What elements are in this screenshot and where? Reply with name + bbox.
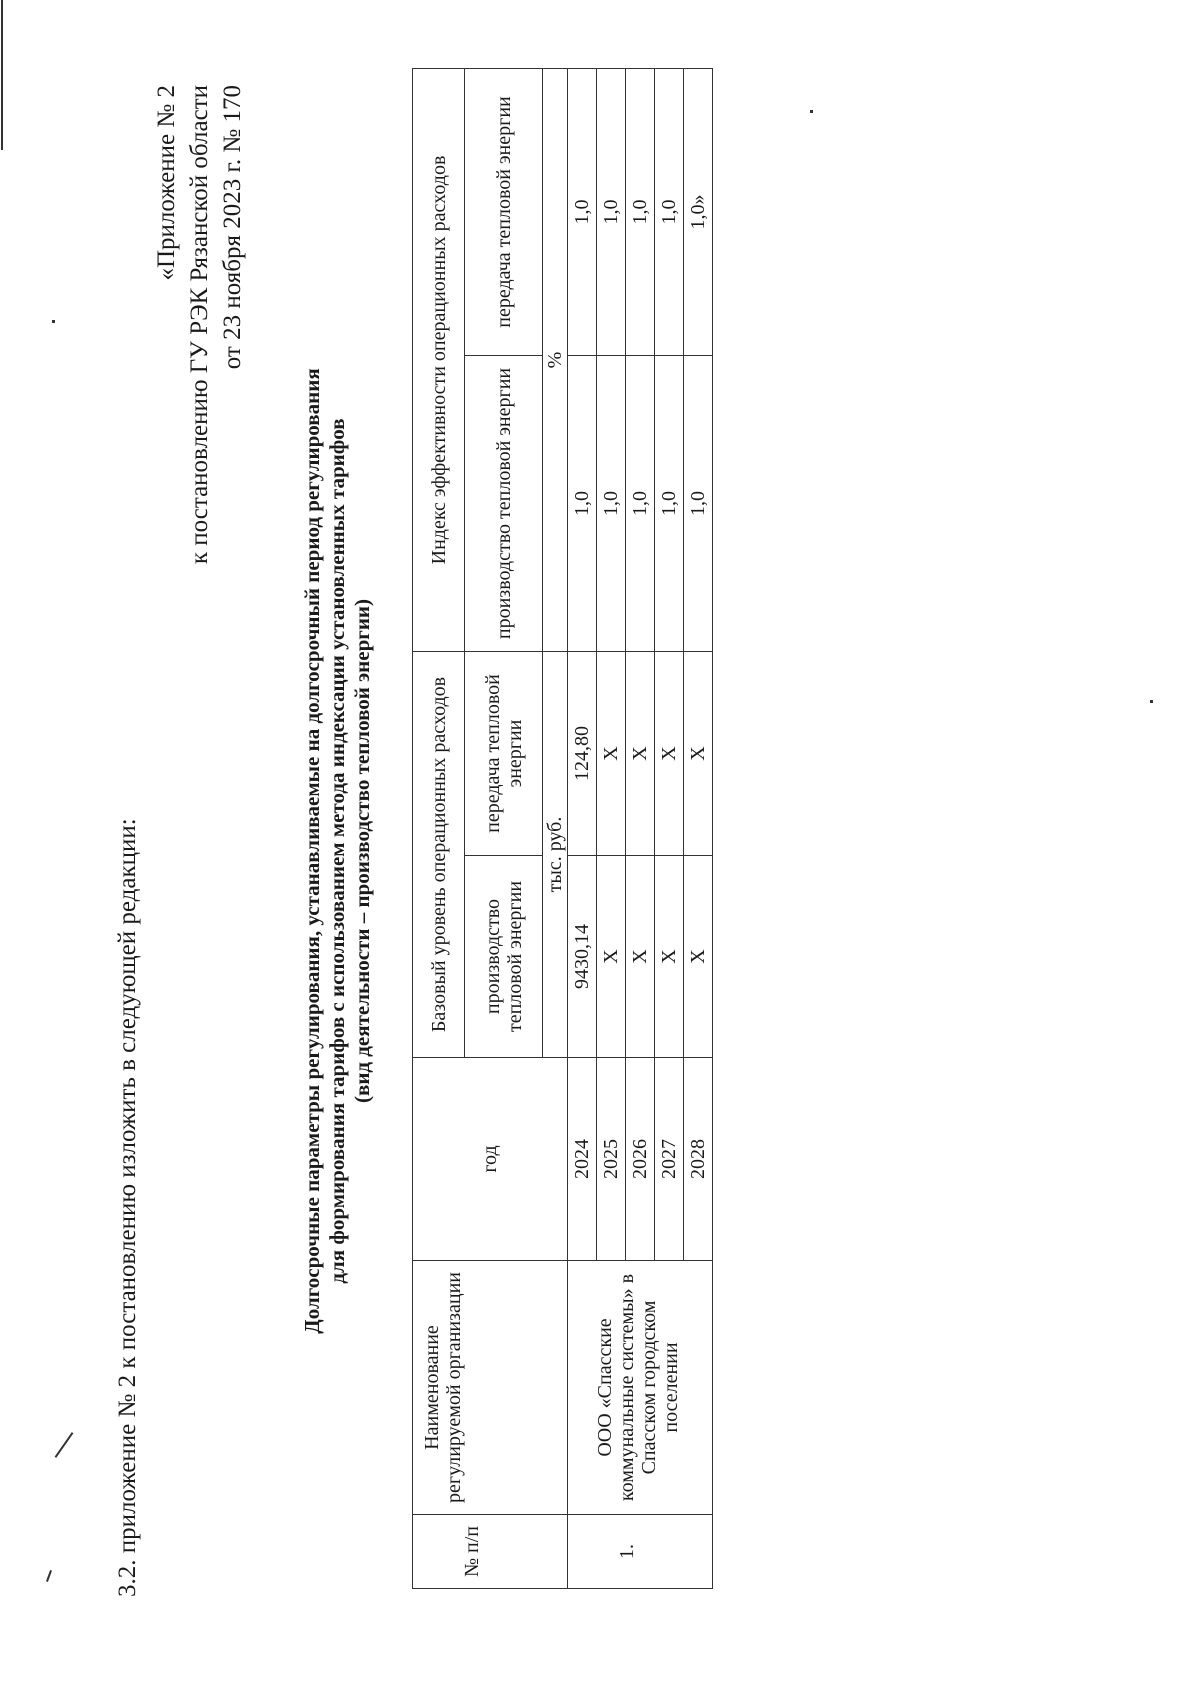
cell-index-transmission: 1,0»: [684, 68, 713, 355]
cell-base-production: X: [626, 856, 655, 1058]
cell-base-production: X: [597, 856, 626, 1058]
cell-index-production: 1,0: [597, 355, 626, 651]
cell-base-production: 9430,14: [568, 856, 597, 1058]
cell-index-transmission: 1,0: [655, 68, 684, 355]
scan-speck: [810, 110, 813, 113]
appendix-line-3: от 23 ноября 2023 г. № 170: [219, 85, 246, 370]
header-efficiency-index: Индекс эффективности операционных расходов: [413, 68, 465, 651]
cell-base-transmission: X: [597, 651, 626, 855]
row-number: 1.: [568, 1515, 713, 1589]
appendix-reference: [150, 85, 249, 564]
appendix-line-1: «Приложение № 2: [153, 85, 180, 281]
title-line-2: для формирования тарифов с использованием метода индексации установленных тарифов: [325, 418, 349, 1284]
cell-year: 2025: [597, 1058, 626, 1261]
scan-speck: [52, 320, 55, 323]
scan-edge-line: [1, 0, 3, 150]
organization-name: ООО «Спасские коммунальные системы» в Спасском городском поселении: [568, 1261, 713, 1515]
header-index-transmission: передача тепловой энергии: [465, 68, 543, 355]
cell-base-production: X: [655, 856, 684, 1058]
appendix-line-2: к постановлению ГУ РЭК Рязанской области: [186, 85, 213, 565]
cell-year: 2024: [568, 1058, 597, 1261]
header-base-level: Базовый уровень операционных расходов: [413, 651, 465, 1057]
cell-base-production: X: [684, 856, 713, 1058]
unit-percent: %: [543, 68, 568, 651]
cell-year: 2026: [626, 1058, 655, 1261]
header-base-production: производство тепловой энергии: [465, 856, 543, 1058]
scan-speck: [1150, 700, 1153, 703]
intro-text: 3.2. приложение № 2 к постановлению изложить в следующей редакции:: [114, 818, 141, 1597]
header-number: № п/п: [413, 1515, 568, 1589]
table-row: [568, 68, 597, 1588]
title-line-3: (вид деятельности – производство тепловой энергии): [350, 598, 374, 1104]
unit-thousand-rubles: тыс. руб.: [543, 651, 568, 1057]
cell-index-production: 1,0: [568, 355, 597, 651]
cell-year: 2028: [684, 1058, 713, 1261]
header-index-production: производство тепловой энергии: [465, 355, 543, 651]
cell-index-production: 1,0: [655, 355, 684, 651]
cell-index-production: 1,0: [684, 355, 713, 651]
document-title: [300, 0, 375, 1702]
header-organization: Наименование регулируемой организации: [413, 1261, 568, 1515]
cell-base-transmission: X: [626, 651, 655, 855]
cell-index-transmission: 1,0: [597, 68, 626, 355]
cell-base-transmission: 124,80: [568, 651, 597, 855]
cell-base-transmission: X: [684, 651, 713, 855]
cell-index-transmission: 1,0: [626, 68, 655, 355]
header-base-transmission: передача тепловой энергии: [465, 651, 543, 855]
cell-index-production: 1,0: [626, 355, 655, 651]
title-line-1: Долгосрочные параметры регулирования, устанавливаемые на долгосрочный период регулирования: [300, 368, 324, 1334]
cell-index-transmission: 1,0: [568, 68, 597, 355]
parameters-table: [412, 68, 713, 1589]
cell-year: 2027: [655, 1058, 684, 1261]
header-year: год: [413, 1058, 568, 1261]
cell-base-transmission: X: [655, 651, 684, 855]
